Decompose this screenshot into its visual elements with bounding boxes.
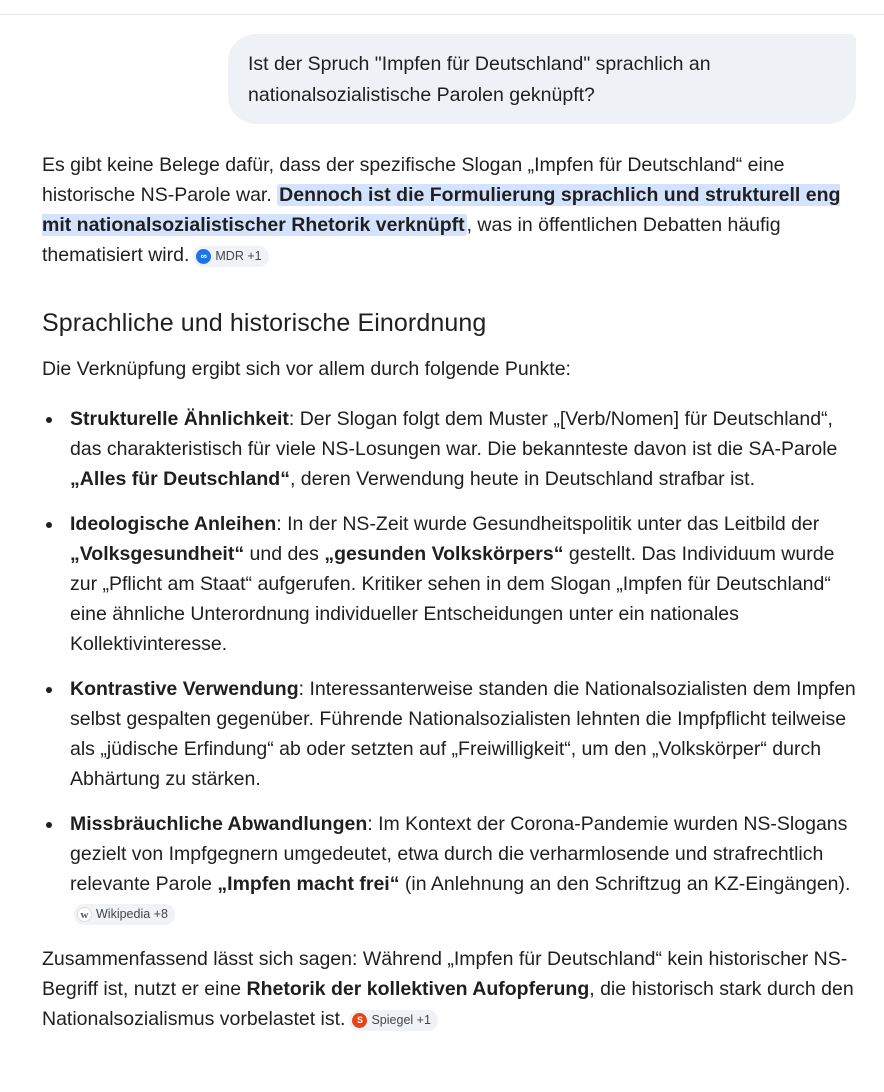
spiegel-icon: S	[352, 1013, 367, 1028]
point-emphasis: „Alles für Deutschland“	[70, 468, 290, 490]
point-title: Kontrastive Verwendung	[70, 678, 299, 700]
list-item	[42, 404, 857, 494]
highlighted-claim[interactable]: Dennoch ist die Formulierung sprachlich und strukturell eng mit nationalsozialistischer Rhetorik verknüpft	[42, 184, 841, 236]
point-emphasis: „Impfen macht frei“	[217, 873, 400, 895]
points-list	[42, 404, 857, 929]
intro-text-continued: , was in öffentlichen Debatten häufig thematisiert wird.	[42, 214, 781, 266]
summary-paragraph	[42, 944, 857, 1034]
section-intro: Die Verknüpfung ergibt sich vor allem durch folgende Punkte:	[42, 358, 571, 380]
intro-text: Es gibt keine Belege dafür, dass der spezifische Slogan „Impfen für Deutschland“ eine historische NS-Parole war.	[42, 154, 785, 206]
point-title: Ideologische Anleihen	[70, 513, 277, 535]
user-message-bubble	[228, 34, 856, 124]
list-item	[42, 674, 857, 794]
point-text: : Im Kontext der Corona-Pandemie wurden NS-Slogans gezielt von Impfgegnern umgedeutet, etwa durch die verharmlosende und strafrechtlich relevante Parole	[70, 813, 848, 895]
source-chip-label: Spiegel +1	[371, 1013, 431, 1027]
summary-text: Zusammenfassend lässt sich sagen: Während „Impfen für Deutschland“ kein historischer NS-Begriff ist, nutzt er eine	[42, 948, 848, 1000]
answer-intro	[42, 150, 857, 270]
mdr-icon: ∞	[196, 249, 211, 264]
user-message-text: Ist der Spruch "Impfen für Deutschland" sprachlich an nationalsozialistische Parolen geknüpft?	[248, 53, 711, 106]
point-emphasis: „gesunden Volkskörpers“	[324, 543, 564, 565]
list-item	[42, 509, 857, 659]
bullet-icon	[46, 522, 52, 528]
summary-text-continued: , die historisch stark durch den Nationalsozialismus vorbelastet ist.	[42, 978, 854, 1030]
summary-emphasis: Rhetorik der kollektiven Aufopferung	[246, 978, 590, 1000]
source-chip-label: Wikipedia +8	[96, 907, 168, 921]
source-chip-label: MDR +1	[215, 249, 262, 263]
point-text: : Der Slogan folgt dem Muster „[Verb/Nomen] für Deutschland“, das charakteristisch für viele NS-Losungen war. Die bekannteste davon ist die SA-Parole	[70, 408, 838, 460]
list-item	[42, 809, 857, 929]
point-title: Missbräuchliche Abwandlungen	[70, 813, 368, 835]
point-title: Strukturelle Ähnlichkeit	[70, 408, 289, 430]
section-heading: Sprachliche und historische Einordnung	[42, 309, 487, 337]
point-text: : Interessanterweise standen die Nationalsozialisten dem Impfen selbst gespalten gegenüber. Führende Nationalsozialisten lehnten die Impfpflicht teilweise als „jüdische Erfindung“ ab oder setzten auf „Freiwilligkeit“, um den „Volkskörper“ durch Abhärtung zu stärken.	[70, 678, 856, 790]
point-text: : In der NS-Zeit wurde Gesundheitspolitik unter das Leitbild der	[276, 513, 820, 535]
bullet-icon	[46, 822, 52, 828]
source-chip-spiegel[interactable]	[349, 1010, 437, 1031]
point-text: , deren Verwendung heute in Deutschland strafbar ist.	[289, 468, 756, 490]
wikipedia-icon: w	[77, 907, 92, 922]
point-emphasis: „Volksgesundheit“	[70, 543, 245, 565]
point-text: gestellt. Das Individuum wurde zur „Pflicht am Staat“ aufgerufen. Kritiker sehen in dem Slogan „Impfen für Deutschland“ eine ähnliche Unterordnung individueller Entscheidungen unter ein nationales Kollektivinteresse.	[70, 543, 835, 655]
bullet-icon	[46, 687, 52, 693]
source-chip-wikipedia[interactable]	[74, 904, 175, 925]
point-text: (in Anlehnung an den Schriftzug an KZ-Eingängen).	[399, 873, 851, 895]
top-divider	[0, 14, 884, 15]
assistant-answer	[42, 150, 857, 1034]
bullet-icon	[46, 417, 52, 423]
source-chip-mdr[interactable]	[193, 246, 268, 267]
point-text: und des	[244, 543, 325, 565]
